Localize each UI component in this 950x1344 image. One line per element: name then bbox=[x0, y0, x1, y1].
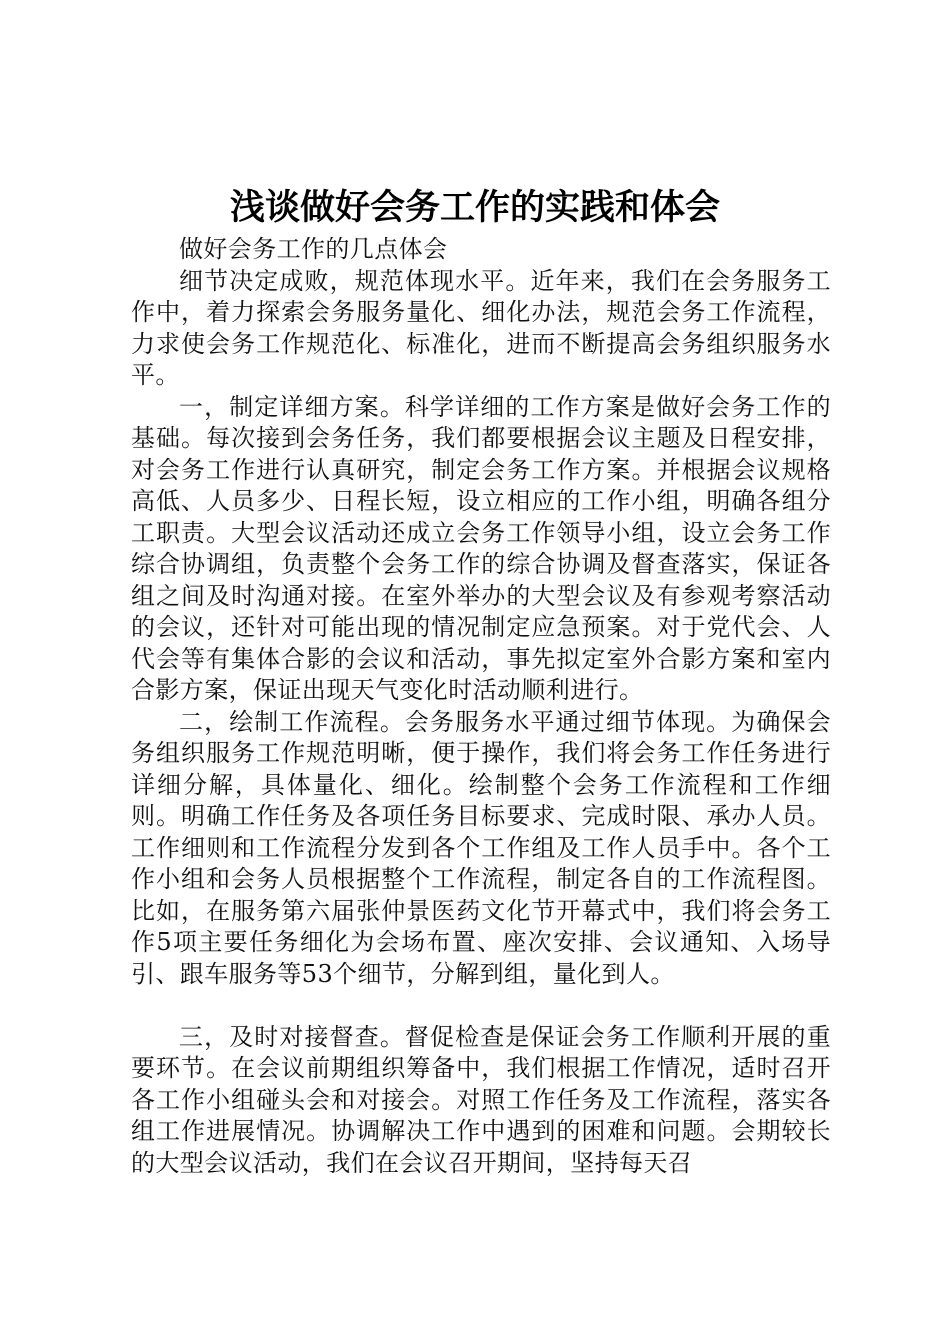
paragraph-section-3: 三，及时对接督查。督促检查是保证会务工作顺利开展的重要环节。在会议前期组织筹备中，我们根据工作情况，适时召开各工作小组碰头会和对接会。对照工作任务及工作流程，落实各组工作进展情况。协调解决工作中遇到的困难和问题。会期较长的大型会议活动，我们在会议召开期间，坚持每天召 bbox=[131, 1022, 831, 1177]
document-title: 浅谈做好会务工作的实践和体会 bbox=[229, 187, 720, 228]
blank-line bbox=[131, 990, 831, 1022]
paragraph-section-2: 二，绘制工作流程。会务服务水平通过细节体现。为确保会务组织服务工作规范明晰，便于操作，我们将会务工作任务进行详细分解，具体量化、细化。绘制整个会务工作流程和工作细则。明确工作任务及各项任务目标要求、完成时限、承办人员。工作细则和工作流程分发到各个工作组及工作人员手中。各个工作小组和会务人员根据整个工作流程，制定各自的工作流程图。比如，在服务第六届张仲景医药文化节开幕式中，我们将会务工作5项主要任务细化为会场布置、座次安排、会议通知、入场导引、跟车服务等53个细节，分解到组，量化到人。 bbox=[131, 707, 831, 988]
document-subtitle: 做好会务工作的几点体会 bbox=[179, 235, 448, 263]
paragraph-section-1: 一，制定详细方案。科学详细的工作方案是做好会务工作的基础。每次接到会务任务，我们都要根据会议主题及日程安排，对会务工作进行认真研究，制定会务工作方案。并根据会议规格高低、人员多少、日程长短，设立相应的工作小组，明确各组分工职责。大型会议活动还成立会务工作领导小组，设立会务工作综合协调组，负责整个会务工作的综合协调及督查落实，保证各组之间及时沟通对接。在室外举办的大型会议及有参观考察活动的会议，还针对可能出现的情况制定应急预案。对于党代会、人代会等有集体合影的会议和活动，事先拟定室外合影方案和室内合影方案，保证出现天气变化时活动顺利进行。 bbox=[131, 392, 831, 704]
paragraph-intro: 细节决定成败，规范体现水平。近年来，我们在会务服务工作中，着力探索会务服务量化、细化办法，规范会务工作流程，力求使会务工作规范化、标准化，进而不断提高会务组织服务水平。 bbox=[131, 266, 831, 389]
document-body bbox=[131, 234, 831, 1179]
